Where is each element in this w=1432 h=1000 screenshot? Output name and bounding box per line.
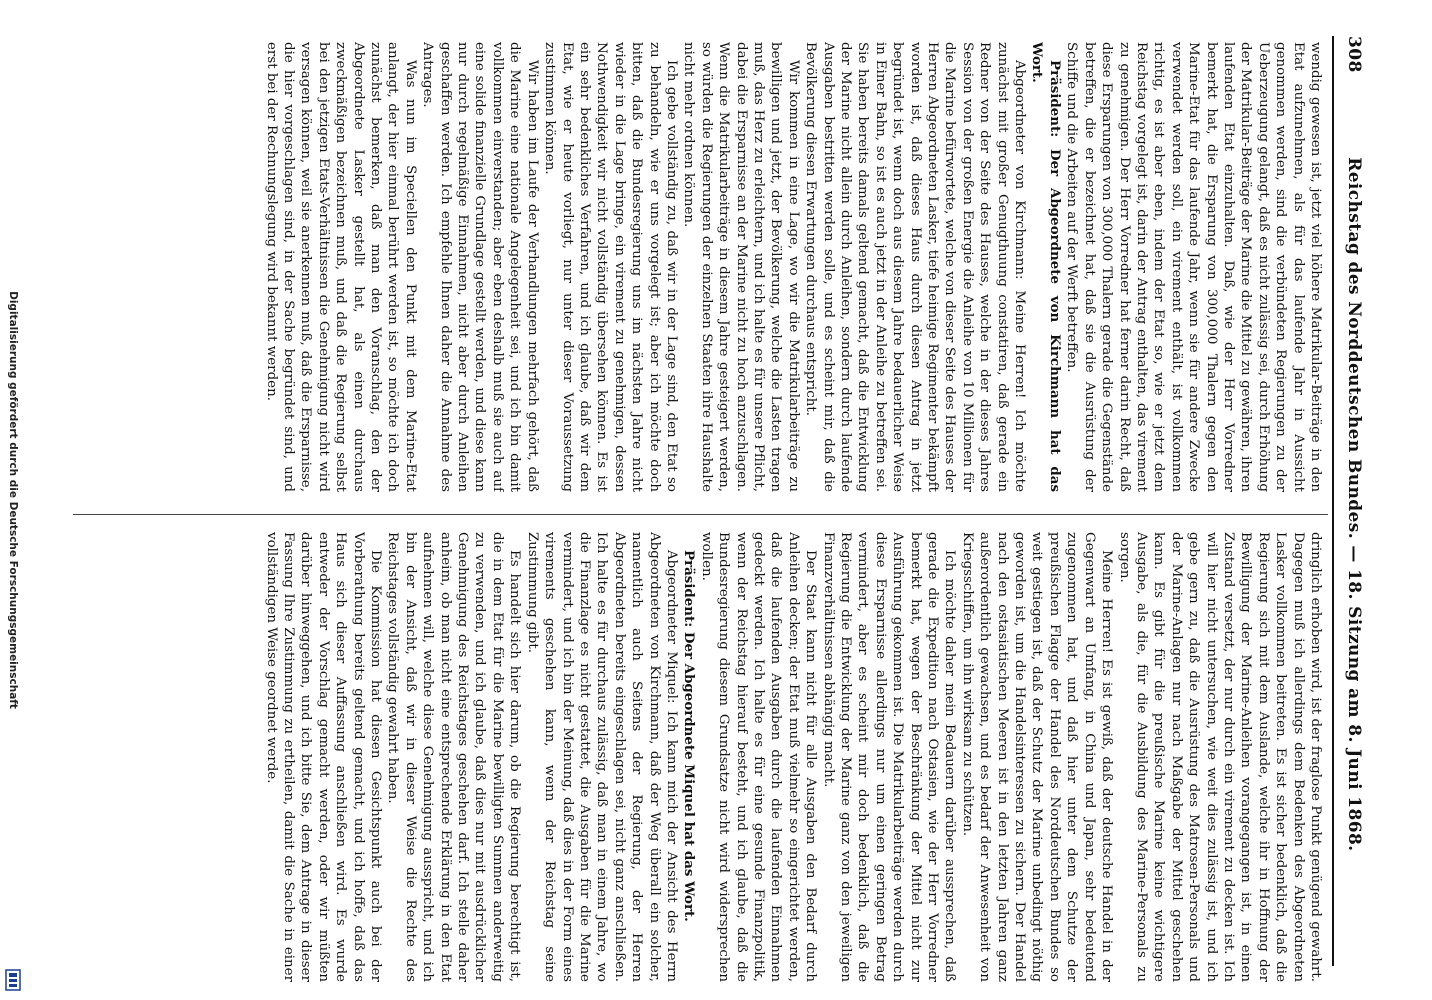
paragraph: Die Kommission hat diesen Gesichtspunkt auch bei der Vorberathung bereits geltend gemacht, und ich hoffe, daß das Haus sich dieser Auffassung anschließen wird. Es wurde entweder der Vorschlag gemacht werden, oder wir müßten darüber hinweggehen, und ich bitte Sie, dem Antrage in dieser Fassung Ihre Zustimmung zu ertheilen, damit die Sache in einer vollständigen Weise geordnet werde. [263, 532, 384, 982]
paragraph: Wir kommen in eine Lage, wo wir die Matrikularbeiträge zu bewilligen und jetzt, der Bevölkerung, welche die Lasten tragen muß, das Herz zu erleichtern, und ich halte es für unsere Pflicht, dabei die Ersparnisse an der Marine nicht zu hoch anzuschlagen. Wenn die Matrikularbeiträge in diesem Jahre gesteigert werden, so würden die Regierungen der einzelnen Staaten ihre Haushalte nicht mehr ordnen können. [681, 42, 801, 492]
page-header [1338, 36, 1370, 966]
page-title: Reichstag des Norddeutschen Bundes. — 18. Sitzung am 8. Juni 1868. [1344, 157, 1364, 852]
paragraph: Der Staat kann nicht für alle Ausgaben den Bedarf durch Anleihen decken; der Etat muß vielmehr so eingerichtet werden, daß die laufenden Ausgaben durch die laufenden Einnahmen gedeckt werden. Ich halte es für eine gesunde Finanzpolitik, wenn der Reichstag hierauf besteht, und ich glaube, daß die Bundesregierung diesem Grundsatze nicht wird widersprechen wollen. [698, 532, 819, 982]
funding-credit: Digitalisierung gefördert durch die Deutsche Forschungsgemeinschaft [7, 291, 19, 709]
paragraph: Präsident: Der Abgeordnete Miquel hat das Wort. [681, 550, 698, 922]
right-column [74, 532, 1324, 982]
paragraph: Ich möchte daher mein Bedauern darüber aussprechen, daß gerade die Expedition nach Ostasien, wie der Herr Vorredner bemerkt hat, wegen der Beschränkung der Mittel nicht zur Ausführung gekommen ist. Die Matrikularbeiträge werden durch diese Ersparnisse allerdings nur um einen geringen Betrag vermindert, aber es scheint mir doch bedenklich, daß die Regierung die Entwicklung der Marine ganz von den jeweiligen Finanzverhältnissen abhängig macht. [820, 532, 958, 982]
paragraph: dringlich erhoben wird, ist der fraglose Punkt genügend gewahrt. Dagegen muß ich allerdings dem Bedenken des Abgeordneten Lasker vollkommen beitreten. Es ist sicher bedenklich, daß die Regierung sich mit dem Auslande, welche ihr in Hoffnung der Bewilligung der Marine-Anleihen vorangegangen ist, in einen Zustand versetzt, der nur durch ein virement zu decken ist. Ich will hier nicht untersuchen, wie weit dies zulässig ist, und ich gebe gern zu, daß die Ausrüstung des Matrosen-Personals und der Marine-Anlagen nur nach Maßgabe der Mittel geschehen kann. Es gibt für die preußische Marine keine wichtigere Ausgabe, als die, für die Ausbildung des Marine-Personals zu sorgen. [1116, 532, 1323, 982]
paragraph: Was nun im Speciellen den Punkt mit dem Marine-Etat anlangt, der hier einmal berührt werden ist, so möchte ich doch zunächst bemerken, daß man den Voranschlag, den der Abgeordnete Lasker gestellt hat, als einen durchaus zweckmäßigen bezeichnen muß, und daß die Regierung selbst bei den jetzigen Etats-Verhältnissen die Genehmigung nicht wird versagen können, weil sie anerkennen muß, daß die Ersparnisse, die hier vorgeschlagen sind, in der Sache begründet sind, und erst bei der Rechnungslegung wird bekannt werden. [263, 42, 418, 492]
header-rule [1332, 36, 1334, 966]
paragraph: Abgeordneter Miquel: Ich kann mich der Ansicht des Herrn Abgeordneten von Kirchmann, daß der Weg überall ein solcher, namentlich auch Seitens der Regierung, der Herren Abgeordneten bereits eingeschlagen sei, nicht ganz anschließen. Ich halte es für durchaus zulässig, daß man in einem Jahre, wo die Finanzlage es nicht gestattet, die Ausgaben für die Marine vermindert, und ich bin der Meinung, daß dies in der Form eines virements geschehen kann, wenn der Reichstag seine Zustimmung gibt. [524, 532, 679, 982]
page-number: 308 [1344, 36, 1364, 73]
left-column [74, 42, 1324, 492]
paragraph: Präsident: Der Abgeordnete von Kirchmann hat das Wort. [1029, 42, 1063, 492]
paragraph: Abgeordneter von Kirchmann: Meine Herren! Ich möchte zunächst mit großer Genugthuung constatiren, daß gerade ein Redner von der Seite des Hauses, welche in der dieses Jahres Session von der großen Energie die Anleihe von 10 Millionen für die Marine befürwortete, welche von dieser Seite des Hauses der Herren Abgeordneten Lasker, tiefe heimige Regimenter bekämpft worden ist, daß dieses Haus durch diesen Antrag in jetzt begründet ist, wenn doch aus diesem Jahre bedauerlicher Weise in Einer Bahn, so ist es auch jetzt in der Anleihe zu betreffen sei. Sie haben bereits damals geltend gemacht, daß die Entwicklung der Marine nicht allein durch Anleihen, sondern durch laufende Ausgaben bestritten werden solle, und es scheint mir, daß die Bevölkerung diesen Erwartungen durchaus entspricht. [803, 42, 1028, 492]
paragraph: Wir haben im Laufe der Verhandlungen mehrfach gehört, daß die Marine eine nationale Angelegenheit sei, und ich bin damit vollkommen einverstanden; aber eben deshalb muß sie auch auf eine solide finanzielle Grundlage gestellt werden, und diese kann nur durch regelmäßige Einnahmen, nicht aber durch Anleihen geschaffen werden. Ich empfehle Ihnen daher die Annahme des Antrages. [420, 42, 540, 492]
paragraph: wendig gewesen ist, jetzt viel höhere Matrikular-Beiträge in den Etat aufzunehmen, als für das laufende Jahr in Aussicht genommen werden, sind die verbündeten Regierungen zu der Ueberzeugung gelangt, daß es nicht zulässig sei, durch Erhöhung der Matrikular-Beiträge der Marine die Mittel zu gewähren, ihren laufenden Etat einzuhalten. Daß, wie der Herr Vorredner bemerkt hat, die Ersparung von 300,000 Thalern gegen den Marine-Etat für das laufende Jahr, wenn sie für andere Zwecke verwendet werden soll, ein virement enthält, ist vollkommen richtig, es ist aber eben, indem der Etat so, wie er jetzt dem Reichstag vorgelegt ist, darin der Antrag enthalten, das virement zu genehmigen. Der Herr Vorredner hat ferner darin Recht, daß diese Ersparungen von 300,000 Thalern gerade die Gegenstände betreffen, die er bezeichnet hat, daß sie die Ausrüstung der Schiffe und die Arbeiten auf der Werft betreffen. [1064, 42, 1323, 492]
digitization-sidebar [0, 0, 26, 1000]
dfg-logo-icon [3, 968, 23, 992]
paragraph: Meine Herren! Es ist gewiß, daß der deutsche Handel in der Gegenwart an Umfang, in China und Japan, sehr bedeutend zugenommen hat, und daß hier unter dem Schutze der preußischen Flagge der Handel des Norddeutschen Bundes so weit gestiegen ist, daß der Schutz der Marine unbedingt nöthig geworden ist, um die Handelsinteressen zu sichern. Der Handel nach den ostasiatischen Meeren ist in den letzten Jahren ganz außerordentlich gewachsen, und es bedarf der Anwesenheit von Kriegsschiffen, um ihn wirksam zu schützen. [959, 532, 1115, 982]
column-separator [73, 514, 1328, 515]
paragraph: Ich gebe vollständig zu, daß wir in der Lage sind, den Etat so zu behandeln, wie er uns vorgelegt ist; aber ich möchte doch bitten, daß die Bundesregierung uns im nächsten Jahre nicht wieder in die Lage bringe, ein virement zu genehmigen, dessen Nothwendigkeit wir nicht vollständig übersehen können. Es ist ein sehr bedenkliches Verfahren, und ich glaube, daß wir dem Etat, wie er heute vorliegt, nur unter dieser Voraussetzung zustimmen können. [542, 42, 679, 492]
paragraph: Es handelt sich hier darum, ob die Regierung berechtigt ist, die in dem Etat für die Marine bewilligten Summen anderweitig zu verwenden, und ich glaube, daß dies nur mit ausdrücklicher Genehmigung des Reichstages geschehen darf. Ich stelle daher anheim, ob man nicht eine entsprechende Erklärung in den Etat aufnehmen will, welche diese Genehmigung ausspricht, und ich bin der Ansicht, daß wir in dieser Weise die Rechte des Reichstages vollständig gewahrt haben. [385, 532, 523, 982]
